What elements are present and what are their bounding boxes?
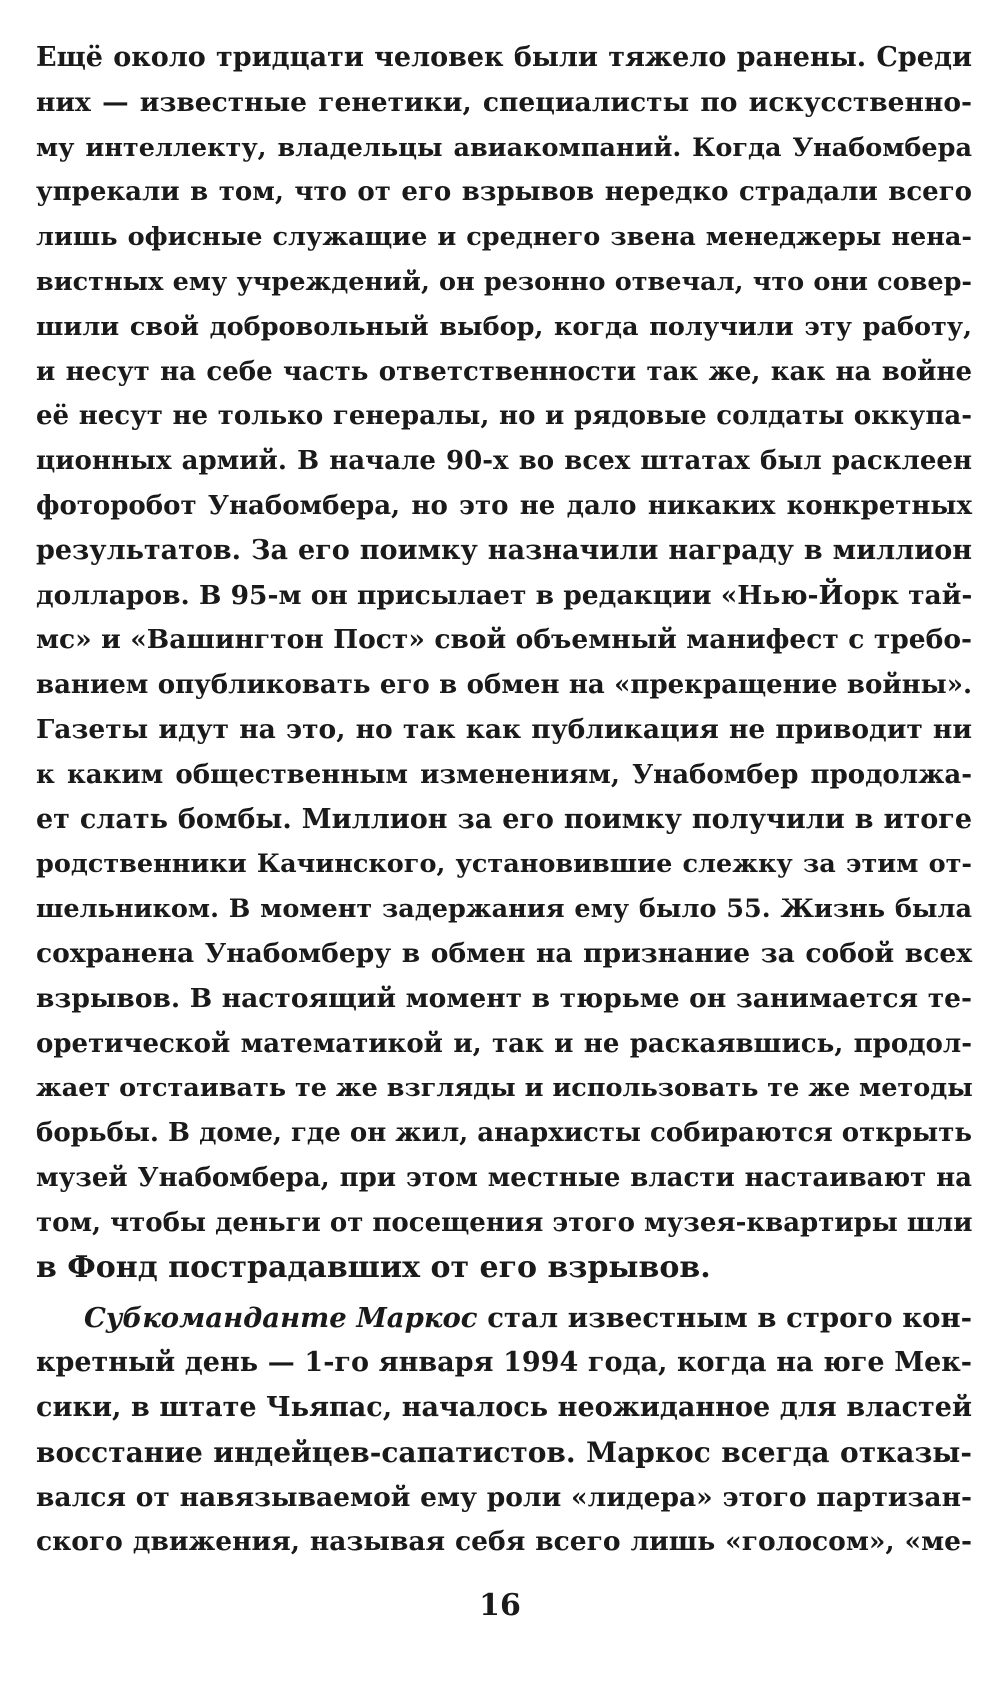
text-line: музей Унабомбера, при этом местные власти настаивают на xyxy=(36,1162,972,1193)
text-line: результатов. За его поимку назначили награду в миллион xyxy=(36,534,972,566)
text-line: взрывов. В настоящий момент в тюрьме он занимается те- xyxy=(36,982,972,1014)
text-line: ционных армий. В начале 90-х во всех штатах был расклеен xyxy=(36,446,972,477)
text-line: шили свой добровольный выбор, когда получили эту работу, xyxy=(36,311,972,342)
text-line: кретный день — 1-го января 1994 года, когда на юге Мек- xyxy=(36,1347,972,1379)
text-line: му интеллекту, владельцы авиакомпаний. Когда Унабомбера xyxy=(36,132,972,163)
text-line: сохранена Унабомберу в обмен на признание за собой всех xyxy=(36,937,972,969)
text-line: восстание индейцев-сапатистов. Маркос всегда отказы- xyxy=(36,1435,972,1469)
text-line: мс» и «Вашингтон Пост» свой объемный манифест с требо- xyxy=(36,624,972,656)
body-text xyxy=(36,36,972,1565)
text-line: вистных ему учреждений, он резонно отвечал, что они совер- xyxy=(36,266,972,297)
text-line: ет слать бомбы. Миллион за его поимку получили в итоге xyxy=(36,803,972,835)
text-line: том, чтобы деньги от посещения этого музея-квартиры шли xyxy=(36,1207,973,1238)
text-line: Газеты идут на это, но так как публикация не приводит ни xyxy=(36,713,972,745)
page-number: 16 xyxy=(479,1588,521,1623)
text-line: Ещё около тридцати человек были тяжело ранены. Среди xyxy=(36,42,972,73)
text-line: к каким общественным изменениям, Унабомбер продолжа- xyxy=(36,759,972,790)
text-line: ванием опубликовать его в обмен на «прекращение войны». xyxy=(36,670,972,701)
text-line: оретической математикой и, так и не раскаявшись, продол- xyxy=(36,1028,972,1059)
paragraph-unabomber xyxy=(36,36,972,1290)
text-line: и несут на себе часть ответственности так же, как на войне xyxy=(36,356,972,387)
text-line: лишь офисные служащие и среднего звена менеджеры нена- xyxy=(36,222,972,253)
text-line: шельником. В момент задержания ему было 55. Жизнь была xyxy=(36,894,972,925)
text-line: в Фонд пострадавших от его взрывов. xyxy=(36,1249,711,1285)
subject-name: Субкоманданте Маркос xyxy=(84,1302,478,1335)
paragraph-marcos xyxy=(36,1296,972,1565)
text-line: упрекали в том, что от его взрывов нередко страдали всего xyxy=(36,177,972,208)
text-line: жает отстаивать те же взгляды и использовать те же методы xyxy=(36,1073,973,1104)
text-line: долларов. В 95-м он присылает в редакции «Нью-Йорк тай- xyxy=(36,579,973,611)
text-line xyxy=(36,1296,972,1341)
text-line: ского движения, называя себя всего лишь «голосом», «ме- xyxy=(36,1526,972,1558)
text-line: её несут не только генералы, но и рядовые солдаты оккупа- xyxy=(36,401,972,432)
text-line: них — известные генетики, специалисты по искусственно- xyxy=(36,86,972,118)
text-line-rest: стал известным в строго кон- xyxy=(477,1302,973,1335)
text-line: сики, в штате Чьяпас, началось неожиданное для властей xyxy=(36,1391,972,1423)
text-line: родственники Качинского, установившие слежку за этим от- xyxy=(36,849,972,880)
text-line: борьбы. В доме, где он жил, анархисты собираются открыть xyxy=(36,1118,972,1149)
text-line: вался от навязываемой ему роли «лидера» этого партизан- xyxy=(36,1481,972,1513)
text-line: фоторобот Унабомбера, но это не дало никаких конкретных xyxy=(36,490,972,521)
